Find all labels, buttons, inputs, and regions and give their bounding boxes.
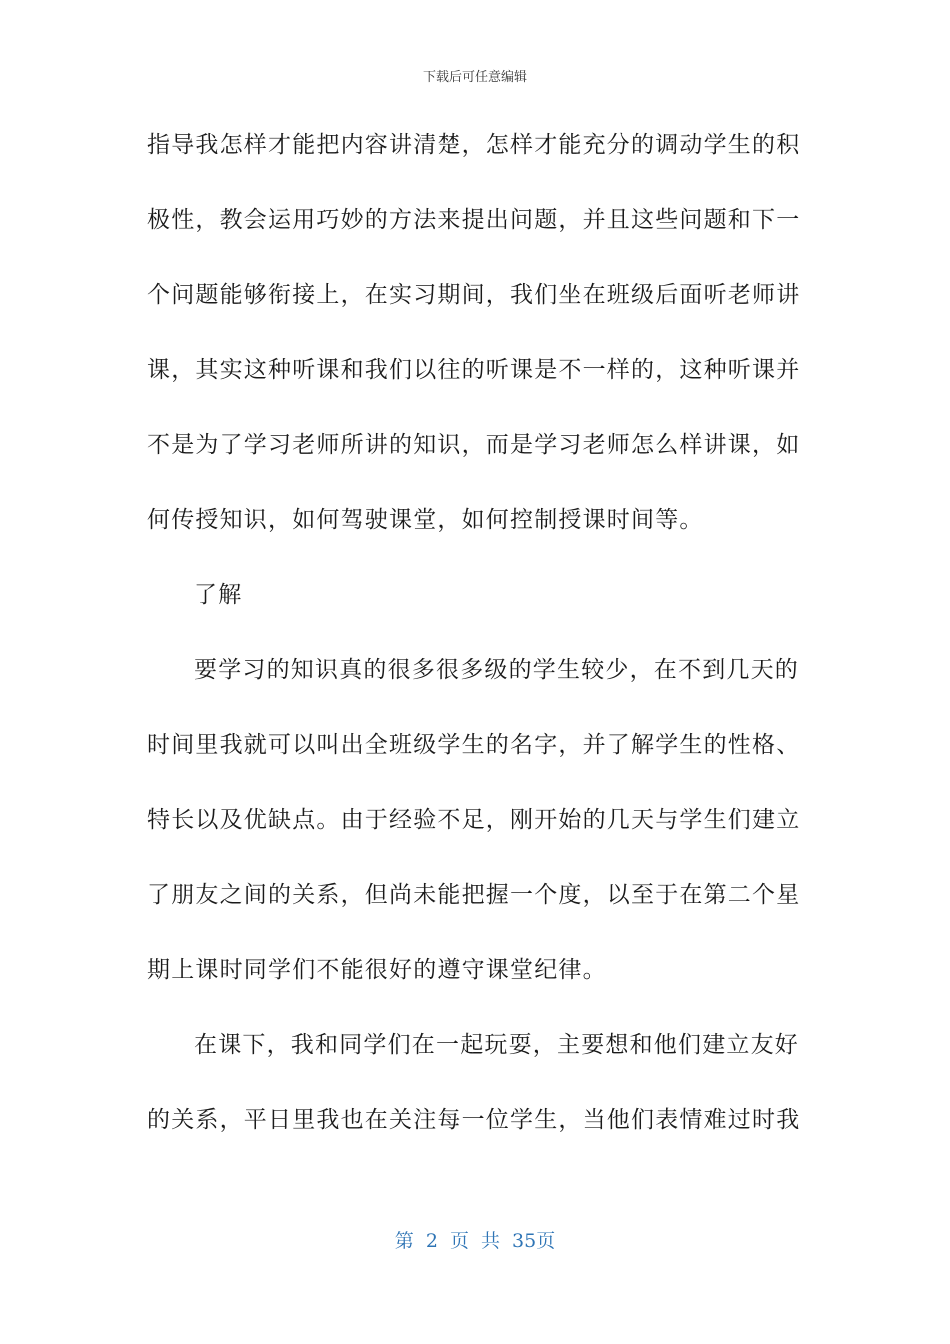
section-heading: 了解: [194, 582, 243, 608]
text-line: 课，其实这种听课和我们以往的听课是不一样的，这种听课并: [147, 357, 801, 383]
text-line: 指导我怎样才能把内容讲清楚，怎样才能充分的调动学生的积: [147, 132, 801, 158]
text-line: 要学习的知识真的很多很多级的学生较少，在不到几天的: [194, 657, 799, 683]
text-line: 时间里我就可以叫出全班级学生的名字，并了解学生的性格、: [147, 732, 801, 758]
text-line: 了朋友之间的关系，但尚未能把握一个度，以至于在第二个星: [147, 882, 801, 908]
text-line: 极性，教会运用巧妙的方法来提出问题，并且这些问题和下一: [147, 207, 801, 233]
text-line: 的关系，平日里我也在关注每一位学生，当他们表情难过时我: [147, 1107, 801, 1133]
page-header-note: 下载后可任意编辑: [422, 70, 527, 85]
text-line: 特长以及优缺点。由于经验不足，刚开始的几天与学生们建立: [147, 807, 801, 833]
text-line: 个问题能够衔接上，在实习期间，我们坐在班级后面听老师讲: [147, 282, 801, 308]
text-line: 何传授知识，如何驾驶课堂，如何控制授课时间等。: [147, 507, 704, 533]
text-line: 不是为了学习老师所讲的知识，而是学习老师怎么样讲课，如: [147, 432, 801, 458]
document-body: [147, 122, 801, 1172]
text-line: 期上课时同学们不能很好的遵守课堂纪律。: [147, 957, 607, 983]
text-line: 在课下，我和同学们在一起玩耍，主要想和他们建立友好: [194, 1032, 799, 1058]
page-number: 第 2 页 共 35页: [394, 1230, 556, 1252]
